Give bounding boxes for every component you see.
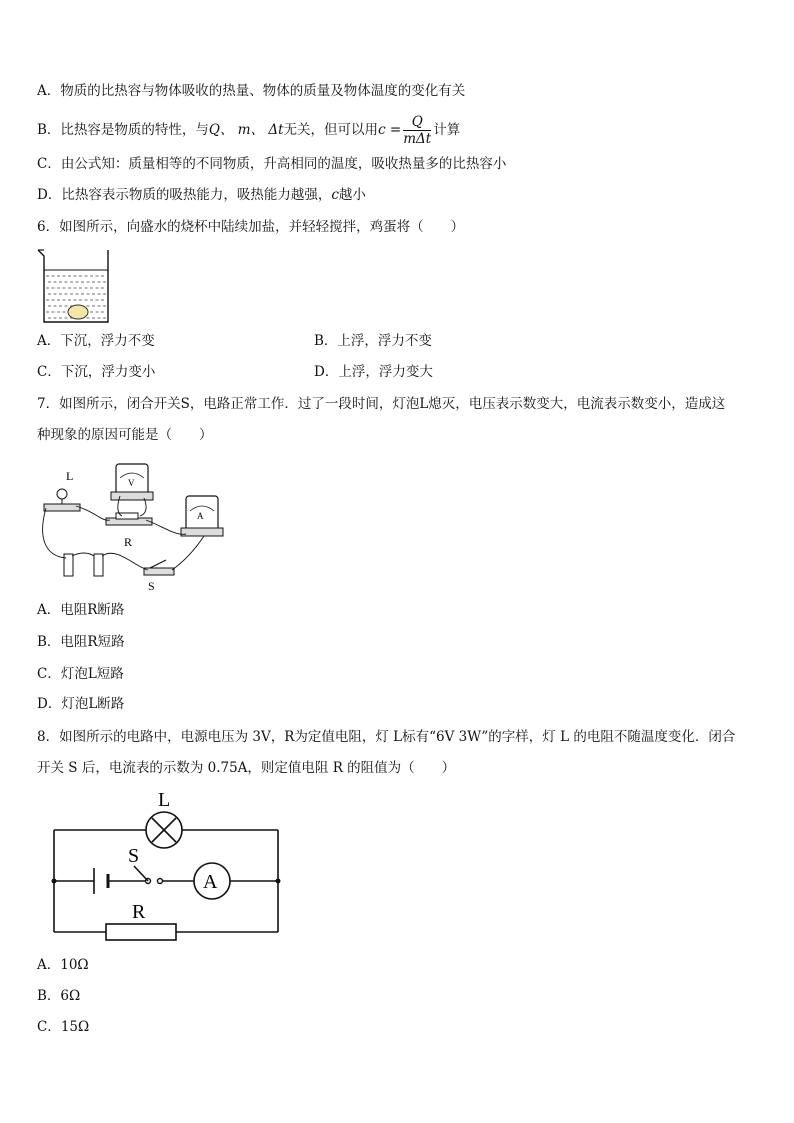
q5-option-c: C．由公式知：质量相等的不同物质，升高相同的温度，吸收热量多的比热容小 <box>37 156 507 172</box>
switch-icon <box>144 568 174 575</box>
bulb-icon <box>57 489 67 499</box>
q5-option-d-prefix: D．比热容表示物质的吸热能力，吸热能力越强， <box>37 187 332 203</box>
q5-formula-fraction <box>403 114 431 147</box>
q7-option-d: D．灯泡L断路 <box>37 696 125 712</box>
q8-option-c: C．15Ω <box>37 1019 90 1035</box>
q5-formula-numerator: Q <box>403 114 431 131</box>
q5-option-d-c: c <box>331 187 339 203</box>
q8-stem-line2: 开关 S 后，电流表的示数为 0.75A，则定值电阻 R 的阻值为（ ） <box>37 760 456 776</box>
battery-icon <box>94 554 103 576</box>
q5-option-b <box>37 114 460 147</box>
q7-option-a: A．电阻R断路 <box>37 602 125 618</box>
q7-circuit-figure <box>36 456 226 596</box>
switch-icon <box>134 866 148 881</box>
q7-label-v: V <box>128 478 135 488</box>
q8-label-a: A <box>203 871 218 893</box>
q8-option-a: A．10Ω <box>37 957 89 973</box>
q7-label-s: S <box>148 579 155 593</box>
q7-label-a: A <box>197 511 204 521</box>
q5-option-d-suffix: 越小 <box>338 187 366 203</box>
q5-option-b-mid: 无关，但可以用 <box>283 122 379 138</box>
q7-label-l: L <box>66 469 74 483</box>
q7-label-r: R <box>124 535 133 549</box>
q7-stem-line2: 种现象的原因可能是（ ） <box>37 427 213 443</box>
q8-label-r: R <box>132 901 146 923</box>
q8-circuit-figure <box>36 786 296 944</box>
q5-option-b-suffix: 计算 <box>433 122 461 138</box>
q5-formula-denominator: mΔt <box>403 131 432 147</box>
q5-option-a: A．物质的比热容与物体吸收的热量、物体的质量及物体温度的变化有关 <box>37 83 466 99</box>
q7-option-b: B．电阻R短路 <box>37 634 125 650</box>
q6-option-c: C．下沉，浮力变小 <box>37 364 156 380</box>
q5-option-b-vars: Q、 m、 Δt <box>208 122 284 138</box>
q6-option-d: D．上浮，浮力变大 <box>314 364 433 380</box>
q7-stem-line1: 7．如图所示，闭合开关S，电路正常工作．过了一段时间，灯泡L熄灭，电压表示数变大，电流表示数变小，造成这 <box>37 396 726 412</box>
q8-label-l: L <box>158 789 171 811</box>
q8-label-s: S <box>128 845 140 867</box>
q6-option-a: A．下沉，浮力不变 <box>37 333 155 349</box>
q5-option-d <box>37 185 366 205</box>
q8-option-b: B．6Ω <box>37 988 81 1004</box>
resistor-icon <box>106 924 176 940</box>
q5-option-b-prefix: B．比热容是物质的特性，与 <box>37 122 209 138</box>
q5-formula-c: c = <box>378 122 402 138</box>
q6-option-b: B．上浮，浮力不变 <box>314 333 432 349</box>
q6-stem: 6．如图所示，向盛水的烧杯中陆续加盐，并轻轻搅拌，鸡蛋将（ ） <box>37 219 465 235</box>
egg-icon <box>68 305 88 319</box>
q7-option-c: C．灯泡L短路 <box>37 666 124 682</box>
beaker-egg-figure <box>36 244 112 326</box>
battery-icon <box>64 554 73 576</box>
q8-stem-line1: 8．如图所示的电路中，电源电压为 3V，R为定值电阻，灯 L标有“6V 3W”的字样，灯 L 的电阻不随温度变化．闭合 <box>37 729 736 745</box>
